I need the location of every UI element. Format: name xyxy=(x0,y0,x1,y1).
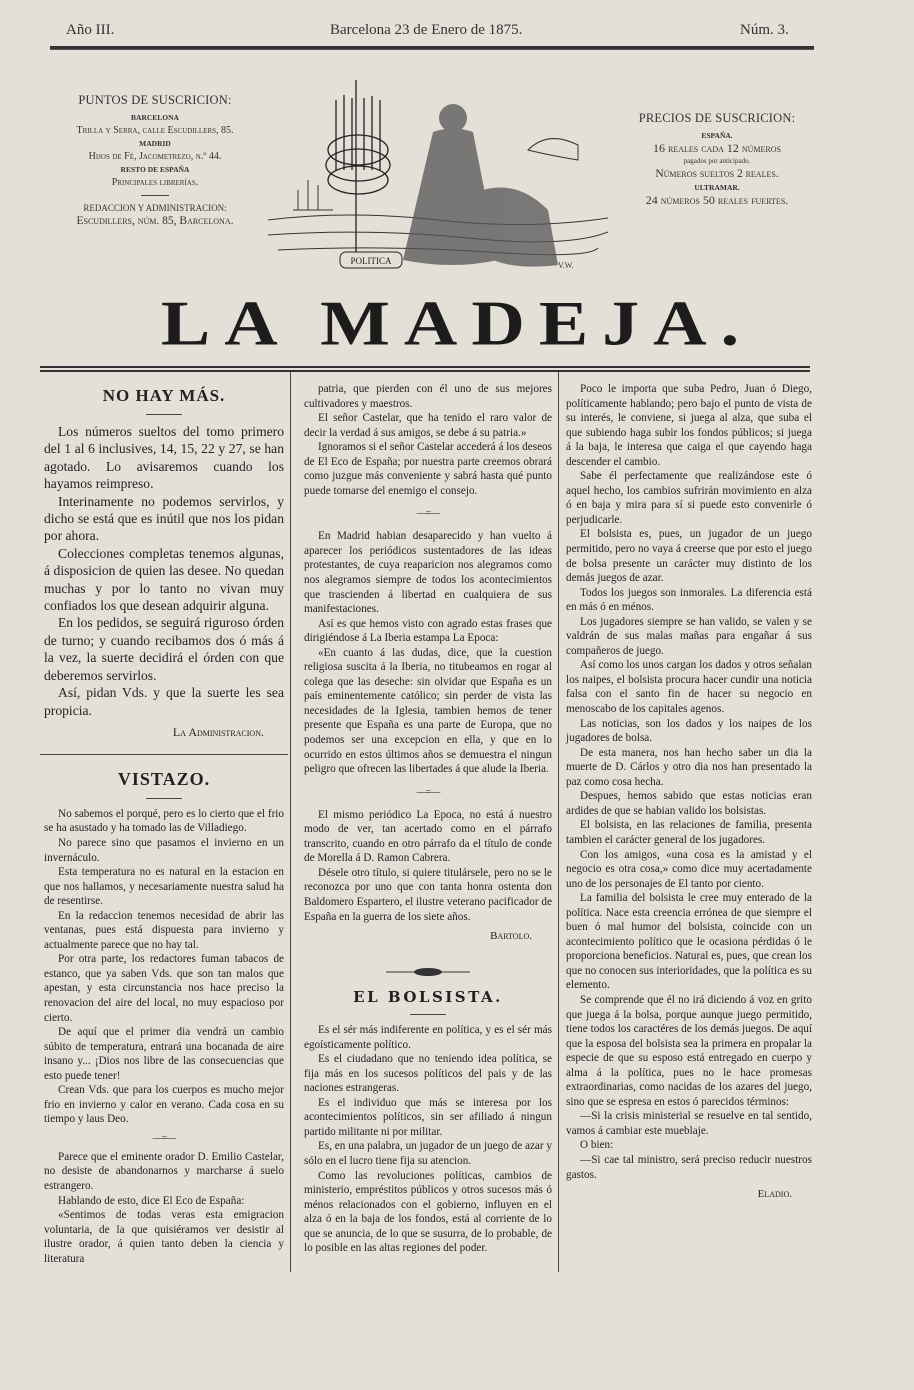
region-rest-of-spain: RESTO DE ESPAÑA xyxy=(120,165,190,174)
price-note: pagados por anticipado. xyxy=(683,157,751,165)
paragraph: Es el sér más indiferente en política, y es el sér más egoísticamente político. xyxy=(304,1024,552,1051)
paragraph: Sabe él perfectamente que realizándose este ó aquel hecho, los cambios sufrirán movimiento en alza ó en baja y mira para sí si puede esto convenirle ó perjudicarle. xyxy=(566,470,812,526)
paragraph: El bolsista, en las relaciones de familia, presenta tambien el carácter general de los jugadores. xyxy=(566,819,812,846)
masthead-rule xyxy=(50,46,814,50)
column-3 xyxy=(566,382,812,1200)
paragraph: «Sentimos de todas veras esta emigracion voluntaria, de la que quisiéramos ver desistir al ilustre orador, á quien tanto deben la ciencia y literatura xyxy=(44,1209,284,1265)
artist-signature: V.W. xyxy=(558,261,574,270)
article-body xyxy=(304,529,552,776)
article-heading-no-hay-mas: NO HAY MÁS. xyxy=(102,386,226,405)
article-body xyxy=(44,1150,284,1266)
paragraph: Todos los juegos son inmorales. La diferencia está en más ó en ménos. xyxy=(566,586,812,614)
column-1 xyxy=(44,386,284,1266)
paragraph: Las noticias, son los dados y los naipes de los jugadores de bolsa. xyxy=(566,717,812,745)
article-divider xyxy=(40,754,288,755)
paragraph: Es el individuo que más se interesa por los acontecimientos políticos, sin ser afiliado á ningun partido militante ni por militar. xyxy=(304,1096,552,1138)
subscription-points-heading: PUNTOS DE SUSCRICION: xyxy=(78,93,232,107)
paragraph: Por otra parte, los redactores fuman tabacos de estanco, que ya saben Vds. que son tan malos que apestan, y esta circunstancia nos hace preciso la renovacion del aire del local, no muy espacioso por cierto. xyxy=(44,953,284,1024)
paragraph: Con los amigos, «una cosa es la amistad y el negocio es otra cosa,» como dice muy acertadamente uno de los personajes de El tanto por ciento. xyxy=(566,848,812,890)
section-separator: —=— xyxy=(416,786,440,798)
region-spain: ESPAÑA. xyxy=(701,131,733,140)
subscription-points xyxy=(40,94,270,228)
newspaper-title: LA MADEJA. xyxy=(160,288,754,360)
divider xyxy=(141,195,169,196)
address-rest-of-spain: Principales librerías. xyxy=(111,177,199,188)
paragraph: El señor Castelar, que ha tenido el raro valor de decir la verdad á sus amigos, se debe á su patria.» xyxy=(304,412,552,439)
article-body xyxy=(304,382,552,498)
paragraph: «En cuanto á las dudas, dice, que la cuestion religiosa suscita á la Iberia, no titubeamos en rogar al colega que las deseche: sin olvidar que España es un país eminentemente católico; sin perder de vista las necesidades de la Iglesia, tambien hemos de tener presente que España es una parte de Europa, que no podemos ser una excepcion en ella, y que en lo ocurrido en estos últimos años se demuestra el ningun peligro que ofrecen las libertades á que alude la Iberia. xyxy=(304,646,552,776)
paragraph: En Madrid habian desaparecido y han vuelto á aparecer los periódicos sustentadores de las ideas protestantes, de cuya reaparicion nos alegramos como nos alegramos siempre de todos los acontecimientos que trascienden á libertad en cualquiera de sus manifestaciones. xyxy=(304,530,552,616)
ornament-divider xyxy=(304,964,552,980)
paragraph: Se comprende que él no irá diciendo á voz en grito que juega á la bolsa, porque aunque juego permitido, tiene todos los caractéres de los demás juegos. De aquí que la esposa del bolsista sea la primera en propalar la especie de que su esposo está entregado en cuerpo y alma á la política, pues no le hace promesas extraordinarias, como nacidas de los azares del juego, sino que se espresa en estos ó parecidos términos: xyxy=(566,993,812,1108)
price-line-overseas: 24 números 50 reales fuertes. xyxy=(645,193,789,207)
paragraph: No sabemos el porqué, pero es lo cierto que el frio se ha asustado y ha tomado las de Villadiego. xyxy=(44,807,284,835)
heading-rule xyxy=(146,798,182,799)
volume-year: Año III. xyxy=(66,22,115,38)
paragraph: Despues, hemos sabido que estas noticias eran ardides de que se habian valido los bolsistas. xyxy=(566,790,812,817)
paragraph: Es, en una palabra, un jugador de un juego de azar y sólo en el lucro tiene fija su atencion. xyxy=(304,1140,552,1167)
paragraph: Ignoramos si el señor Castelar accederá á los deseos de El Eco de España; por nuestra parte creemos obrará como juzgue más conveniente y sabrá hasta qué punto puede tomarse del enemigo el consejo. xyxy=(304,441,552,497)
paragraph: El mismo periódico La Epoca, no está á nuestro modo de ver, tan acertado como en el párrafo transcrito, cuando en otro párrafo da el título de conde de Morella á D. Ramon Cabrera. xyxy=(304,808,552,865)
paragraph: Es el ciudadano que no teniendo idea política, se fija más en los sucesos políticos del pais y de las naciones estrangeras. xyxy=(304,1053,552,1095)
city-madrid: MADRID xyxy=(139,139,171,148)
address-barcelona: Trilla y Serra, calle Escudillers, 85. xyxy=(76,125,234,136)
office-label: REDACCION Y ADMINISTRACION: xyxy=(83,203,227,213)
article-body xyxy=(304,808,552,924)
dateline: Barcelona 23 de Enero de 1875. xyxy=(330,22,523,38)
paragraph: Así como los unos cargan los dados y otros señalan los naipes, el bolsista procura hacer cundir una noticia falsa con el santo fin de hacer su negocio en menoscabo de los capitales agenos. xyxy=(566,659,812,716)
paragraph: Así, pidan Vds. y que la suerte les sea propicia. xyxy=(44,685,284,718)
column-2 xyxy=(304,382,552,1256)
title-double-rule xyxy=(40,366,810,372)
paragraph: En los pedidos, se seguirá riguroso órden de turno; y cuando recibamos dos ó más á la vez, la suerte decidirá el órden con que deberemos servirlos. xyxy=(44,615,284,683)
paragraph: Poco le importa que suba Pedro, Juan ó Diego, políticamente hablando; pero bajo el punto de vista de su interés, le conviene, si juega al alza, que suba el que subiendo haga subir los fondos públicos; si juega á la baja, le interesa que caiga el que cayendo haga descender el cambio. xyxy=(566,383,812,468)
address-madrid: Hijos de Fé, Jacometrezo, n.º 44. xyxy=(88,151,222,162)
plinth-text: POLITICA xyxy=(350,256,392,266)
article-body xyxy=(566,382,812,1182)
column-rule xyxy=(558,372,559,1272)
paragraph: Los números sueltos del tomo primero del 1 al 6 inclusives, 14, 15, 22 y 27, se han agotado. Lo avisaremos cuando los hayamos reimpreso. xyxy=(44,424,284,492)
city-barcelona: BARCELONA xyxy=(131,113,179,122)
article-body xyxy=(44,423,284,719)
price-single-issues: Números sueltos 2 reales. xyxy=(655,168,779,180)
paragraph: —Si la crisis ministerial se resuelve en tal sentido, vamos á cambiar este mueblaje. xyxy=(566,1110,812,1137)
section-separator: —=— xyxy=(152,1132,176,1144)
article-heading-el-bolsista: EL BOLSISTA. xyxy=(353,988,503,1007)
signature-administracion: La Administracion. xyxy=(172,724,264,739)
paragraph: Hablando de esto, dice El Eco de España: xyxy=(58,1194,245,1207)
paragraph: La familia del bolsista le cree muy enterado de la política. Nace esta creencia errónea de que siempre el buen ó mal humor del bolsista, coincide con un acontecimiento político que le ocasiona pérdidas ó le proporciona beneficios. Natural es, pues, que crean los que no conocen sus interioridades, que la política es su elemento. xyxy=(566,892,812,992)
prices-heading: PRECIOS DE SUSCRICION: xyxy=(638,111,796,125)
paragraph: Crean Vds. que para los cuerpos es mucho mejor frio en invierno y calor en verano. Cada cosa en su tiempo y laus Deo. xyxy=(44,1084,284,1126)
signature-bartolo: Bartolo. xyxy=(490,930,532,943)
paragraph: —Si cae tal ministro, será preciso reducir nuestros gastos. xyxy=(566,1153,812,1181)
paragraph: De esta manera, nos han hecho saber un dia la muerte de D. Cárlos y otro dia nos han presentado la paz como cosa hecha. xyxy=(566,746,812,788)
subscription-prices xyxy=(612,112,822,207)
paragraph: El bolsista es, pues, un jugador de un juego permitido, pero no vaya á creerse que por esto el juego de bolsa presente un carácter muy distinto de los demás juegos de azar. xyxy=(566,528,812,585)
article-body xyxy=(304,1023,552,1256)
office-address: Escudillers, núm. 85, Barcelona. xyxy=(76,215,234,227)
paragraph: De aquí que el primer dia vendrá un cambio súbito de temperatura, entrará una bocanada de aire insano y... ¡Dios nos libre de las consecuencias que esto puede tener! xyxy=(44,1026,284,1082)
paragraph: Así es que hemos visto con agrado estas frases que dirigiéndose á La Iberia estampa La Epoca: xyxy=(304,617,552,645)
article-heading-vistazo: VISTAZO. xyxy=(117,768,211,789)
issue-number: Núm. 3. xyxy=(740,22,789,38)
column-rule xyxy=(290,372,291,1272)
paragraph: Colecciones completas tenemos algunas, á disposicion de quien las desee. No quedan muchas y por lo tanto no vivan muy confiados los que desean adquirir alguna. xyxy=(44,545,284,614)
paragraph: patria, que pierden con él uno de sus mejores cultivadores y maestros. xyxy=(304,383,552,410)
paragraph: En la redaccion tenemos necesidad de abrir las ventanas, pues está dispuesta para invierno y actualmente parece que no hay tal. xyxy=(44,909,284,951)
allegorical-illustration xyxy=(268,70,608,280)
region-overseas: ULTRAMAR. xyxy=(694,183,740,192)
paragraph: No parece sino que pasamos el invierno en un invernáculo. xyxy=(44,837,284,864)
section-separator: —=— xyxy=(416,508,440,520)
article-body xyxy=(44,807,284,1127)
paragraph: Como las revoluciones políticas, cambios de ministerio, empréstitos públicos y otros sucesos más ó ménos relacionados con el gobierno, influyen en el alza ó en la baja de los fondos, está al corriente de lo que se anuncia, de lo que se susurra, de lo probable, de lo posible en las altas regiones del poder. xyxy=(304,1169,552,1255)
paragraph: Esta temperatura no es natural en la estacion en que nos hallamos, y necesariamente nuestra salud ha de resentirse. xyxy=(44,866,284,908)
paragraph: Interinamente no podemos servirlos, y dicho se está que es inútil que nos los pidan por ahora. xyxy=(44,493,284,544)
signature-eladio: Eladio. xyxy=(757,1188,792,1201)
price-line-spain: 16 reales cada 12 números xyxy=(652,141,781,155)
heading-rule xyxy=(146,414,182,415)
paragraph: O bien: xyxy=(580,1139,614,1152)
paragraph: Parece que el eminente orador D. Emilio Castelar, no desiste de abandonarnos y marcharse á suelo estrangero. xyxy=(44,1150,284,1193)
heading-rule xyxy=(410,1014,446,1015)
paragraph: Los jugadores siempre se han valido, se valen y se valdrán de sus malas mañas para engañar á sus compañeros de juego. xyxy=(566,615,812,657)
paragraph: Désele otro título, si quiere titulársele, pero no se le reconozca por uno que con tanta honra ostenta don Baldomero Espartero, el ilustre veterano pacificador de España en la guerra de los siete años. xyxy=(304,866,552,923)
